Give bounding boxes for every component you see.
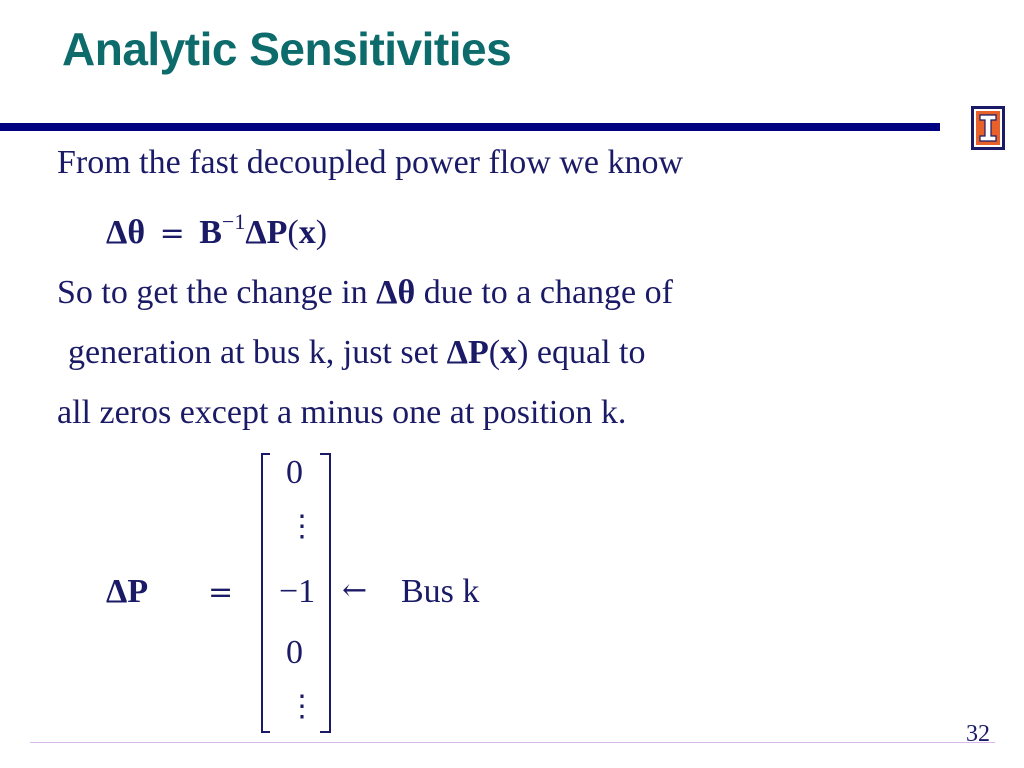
matrix-b: B bbox=[199, 214, 222, 251]
footer-divider bbox=[30, 742, 995, 743]
left-paren: ( bbox=[287, 214, 299, 251]
vector-x-inline: x bbox=[500, 334, 518, 371]
university-block-i-icon bbox=[971, 106, 1005, 150]
matrix-entry-minus-one: −1 bbox=[279, 573, 316, 610]
page-number: 32 bbox=[966, 721, 990, 747]
left-paren-inline: ( bbox=[488, 334, 501, 371]
inverse-exponent: −1 bbox=[221, 209, 246, 234]
delta-theta: Δθ bbox=[106, 214, 146, 251]
matrix-equals: = bbox=[208, 575, 234, 610]
explanation-text-d: equal to bbox=[536, 334, 646, 371]
bus-k-label: Bus k bbox=[401, 573, 480, 610]
matrix-entry-0: 0 bbox=[286, 454, 303, 491]
left-arrow-icon: ← bbox=[342, 573, 368, 608]
vector-x: x bbox=[298, 214, 316, 251]
slide-title: Analytic Sensitivities bbox=[62, 23, 512, 75]
explanation-text-a: So to get the change in bbox=[57, 274, 368, 311]
equals-sign: = bbox=[159, 216, 185, 251]
delta-p-inline: ΔP bbox=[446, 334, 489, 371]
equation-theta bbox=[106, 209, 328, 251]
explanation-line-1 bbox=[57, 276, 673, 310]
right-paren-inline: ) bbox=[517, 334, 529, 371]
right-paren: ) bbox=[315, 214, 328, 251]
explanation-line-2 bbox=[68, 336, 645, 370]
matrix-entry-3: 0 bbox=[286, 634, 303, 671]
explanation-text-b: due to a change of bbox=[423, 274, 673, 311]
explanation-text-c: generation at bus k, just set bbox=[68, 334, 439, 371]
matrix-entry-vdots-1: ⋮ bbox=[287, 509, 317, 544]
delta-p: ΔP bbox=[245, 214, 288, 251]
explanation-line-3: all zeros except a minus one at position k. bbox=[57, 394, 627, 431]
matrix-entry-vdots-2: ⋮ bbox=[287, 689, 317, 724]
title-divider bbox=[0, 123, 940, 131]
intro-text: From the fast decoupled power flow we know bbox=[57, 144, 684, 181]
matrix-lhs: ΔP bbox=[106, 573, 149, 610]
delta-theta-inline: Δθ bbox=[376, 274, 416, 311]
